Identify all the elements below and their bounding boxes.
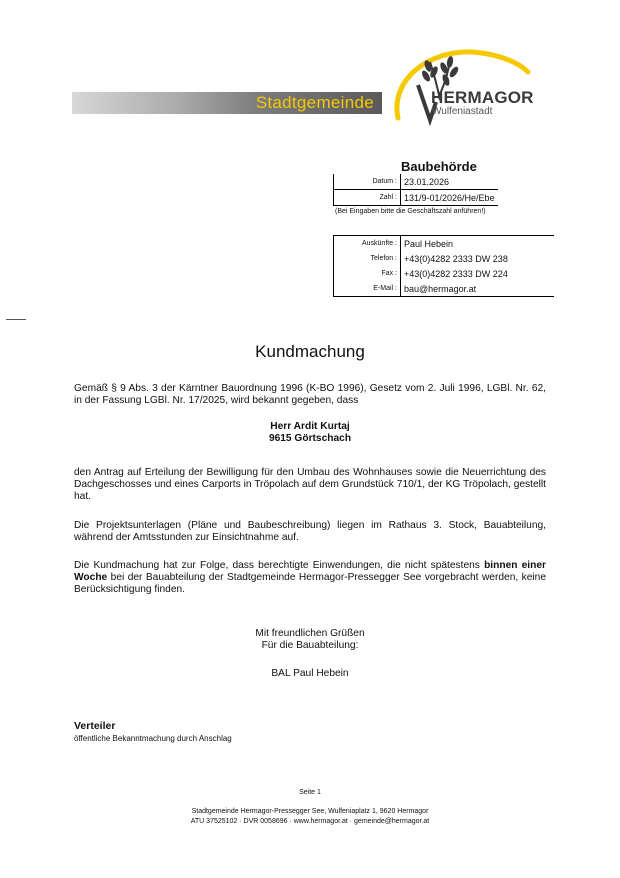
banner-text: Stadtgemeinde bbox=[255, 93, 374, 112]
letterhead-banner bbox=[72, 92, 382, 114]
date-row bbox=[334, 174, 498, 190]
body-3-part-1: Die Kundmachung hat zur Folge, dass berechtigte Einwendungen, die nicht spätestens bbox=[74, 560, 485, 571]
fax-row bbox=[334, 266, 555, 281]
body-paragraph-2: Die Projektsunterlagen (Pläne und Baubeschreibung) liegen im Rathaus 3. Stock, Bauabteilung, während der Amtsstunden zur Einsichtnahme auf. bbox=[74, 520, 546, 543]
fax-value: +43(0)4282 2333 DW 224 bbox=[404, 268, 508, 279]
info-value: Paul Hebein bbox=[401, 236, 555, 252]
contact-table bbox=[333, 235, 554, 297]
phone-row bbox=[334, 251, 555, 266]
page-number: Seite 1 bbox=[299, 789, 321, 796]
intro-paragraph: Gemäß § 9 Abs. 3 der Kärntner Bauordnung 1996 (K-BO 1996), Gesetz vom 2. Juli 1996, LGBl. Nr. 62, in der Fassung LGBl. Nr. 17/2025, wird bekannt gegeben, dass bbox=[74, 383, 546, 406]
number-row bbox=[334, 190, 498, 206]
distribution-text: öffentliche Bekanntmachung durch Anschlag bbox=[74, 734, 232, 743]
phone-value: +43(0)4282 2333 DW 238 bbox=[404, 253, 508, 264]
footer-line-1: Stadtgemeinde Hermagor-Pressegger See, Wulfeniaplatz 1, 9620 Hermagor bbox=[191, 808, 429, 815]
distribution-title: Verteiler bbox=[74, 720, 116, 732]
closing-greeting: Mit freundlichen Grüßen bbox=[255, 628, 365, 639]
logo-name: HERMAGOR bbox=[431, 88, 534, 107]
footer-line-2: ATU 37525102 · DVR 0058696 · www.hermagor.at · gemeinde@hermagor.at bbox=[190, 818, 430, 825]
email-label: E-Mail : bbox=[334, 281, 401, 297]
email-value[interactable]: bau@hermagor.at bbox=[401, 281, 555, 297]
body-3-part-2: bei der Bauabteilung der Stadtgemeinde Hermagor-Pressegger See vorgebracht werden, keine Berücksichtigung finden. bbox=[74, 572, 546, 595]
date-value: 23.01.2026 bbox=[401, 174, 498, 190]
logo-subtitle: Wulfeniastadt bbox=[432, 106, 493, 117]
info-label: Auskünfte : bbox=[334, 236, 401, 252]
number-value: 131/9-01/2026/He/Ebe bbox=[401, 190, 498, 206]
closing-for: Für die Bauabteilung: bbox=[261, 640, 359, 651]
authority-title: Baubehörde bbox=[401, 159, 477, 174]
info-row bbox=[334, 236, 555, 252]
document-heading: Kundmachung bbox=[255, 342, 365, 361]
body-3-emphasis: binnen einer Woche bbox=[74, 560, 546, 583]
body-paragraph-3 bbox=[74, 560, 546, 596]
number-label: Zahl : bbox=[334, 190, 401, 206]
applicant-place: 9615 Görtschach bbox=[268, 433, 352, 444]
body-paragraph-1: den Antrag auf Erteilung der Bewilligung für den Umbau des Wohnhauses sowie die Neuerrichtung des Dachgeschosses und eines Carports in Tröpolach auf dem Grundstück 710/1, der KG Tröpolach, gestellt hat. bbox=[74, 467, 546, 502]
reference-table bbox=[333, 174, 498, 206]
reference-hint: (Bei Eingaben bitte die Geschäftszahl anführen!) bbox=[335, 208, 486, 215]
date-label: Datum : bbox=[334, 174, 401, 190]
fold-mark bbox=[6, 319, 26, 320]
fax-label: Fax : bbox=[334, 266, 401, 281]
signatory: BAL Paul Hebein bbox=[271, 668, 349, 679]
email-row bbox=[334, 281, 555, 297]
applicant-name: Herr Ardit Kurtaj bbox=[270, 421, 350, 432]
phone-label: Telefon : bbox=[334, 251, 401, 266]
